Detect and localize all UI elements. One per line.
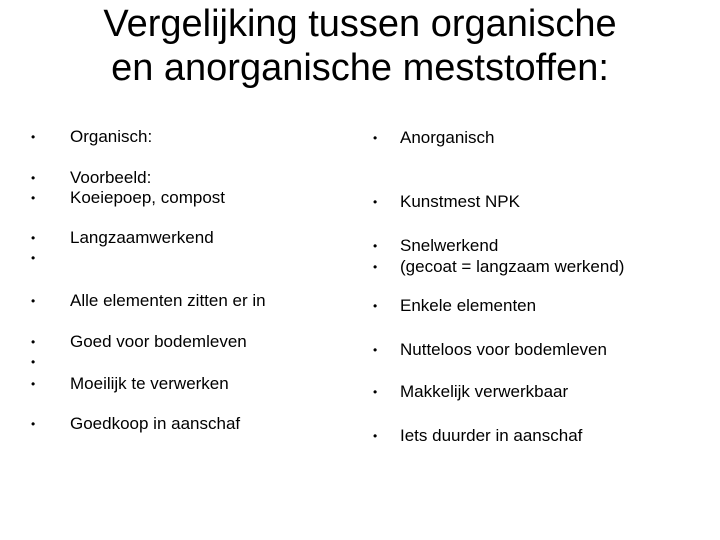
bullet-icon: • [31, 294, 36, 308]
bullet-icon: • [373, 429, 378, 443]
left-handling: Moeilijk te verwerken [70, 374, 229, 393]
bullet-icon: • [373, 260, 378, 274]
title-line-1: Vergelijking tussen organische [103, 3, 617, 45]
bullet-icon: • [373, 299, 378, 313]
bullet-icon: • [31, 191, 36, 205]
left-example-label: Voorbeeld: [70, 168, 152, 187]
bullet-icon: • [373, 239, 378, 253]
right-example: Kunstmest NPK [400, 192, 520, 211]
left-cost: Goedkoop in aanschaf [70, 414, 241, 433]
left-speed: Langzaamwerkend [70, 228, 214, 247]
left-example-value: Koeiepoep, compost [70, 188, 225, 207]
right-elements: Enkele elementen [400, 296, 537, 315]
bullet-icon: • [373, 343, 378, 357]
bullet-icon: • [373, 385, 378, 399]
right-cost: Iets duurder in aanschaf [400, 426, 583, 445]
right-speed-note: (gecoat = langzaam werkend) [400, 257, 625, 276]
slide-title [0, 2, 720, 90]
left-elements: Alle elementen zitten er in [70, 291, 266, 310]
right-handling: Makkelijk verwerkbaar [400, 382, 569, 401]
bullet-icon: • [31, 417, 36, 431]
bullet-icon: • [373, 195, 378, 209]
title-line-2: en anorganische meststoffen: [111, 47, 609, 89]
left-heading: Organisch: [70, 127, 153, 146]
bullet-icon: • [31, 231, 36, 245]
bullet-icon: • [31, 335, 36, 349]
right-heading: Anorganisch [400, 128, 495, 147]
bullet-icon: • [31, 377, 36, 391]
left-soil: Goed voor bodemleven [70, 332, 247, 351]
bullet-icon: • [373, 131, 378, 145]
right-soil: Nutteloos voor bodemleven [400, 340, 607, 359]
bullet-icon: • [31, 355, 36, 369]
bullet-icon: • [31, 171, 36, 185]
bullet-icon: • [31, 251, 36, 265]
right-speed: Snelwerkend [400, 236, 499, 255]
bullet-icon: • [31, 130, 36, 144]
